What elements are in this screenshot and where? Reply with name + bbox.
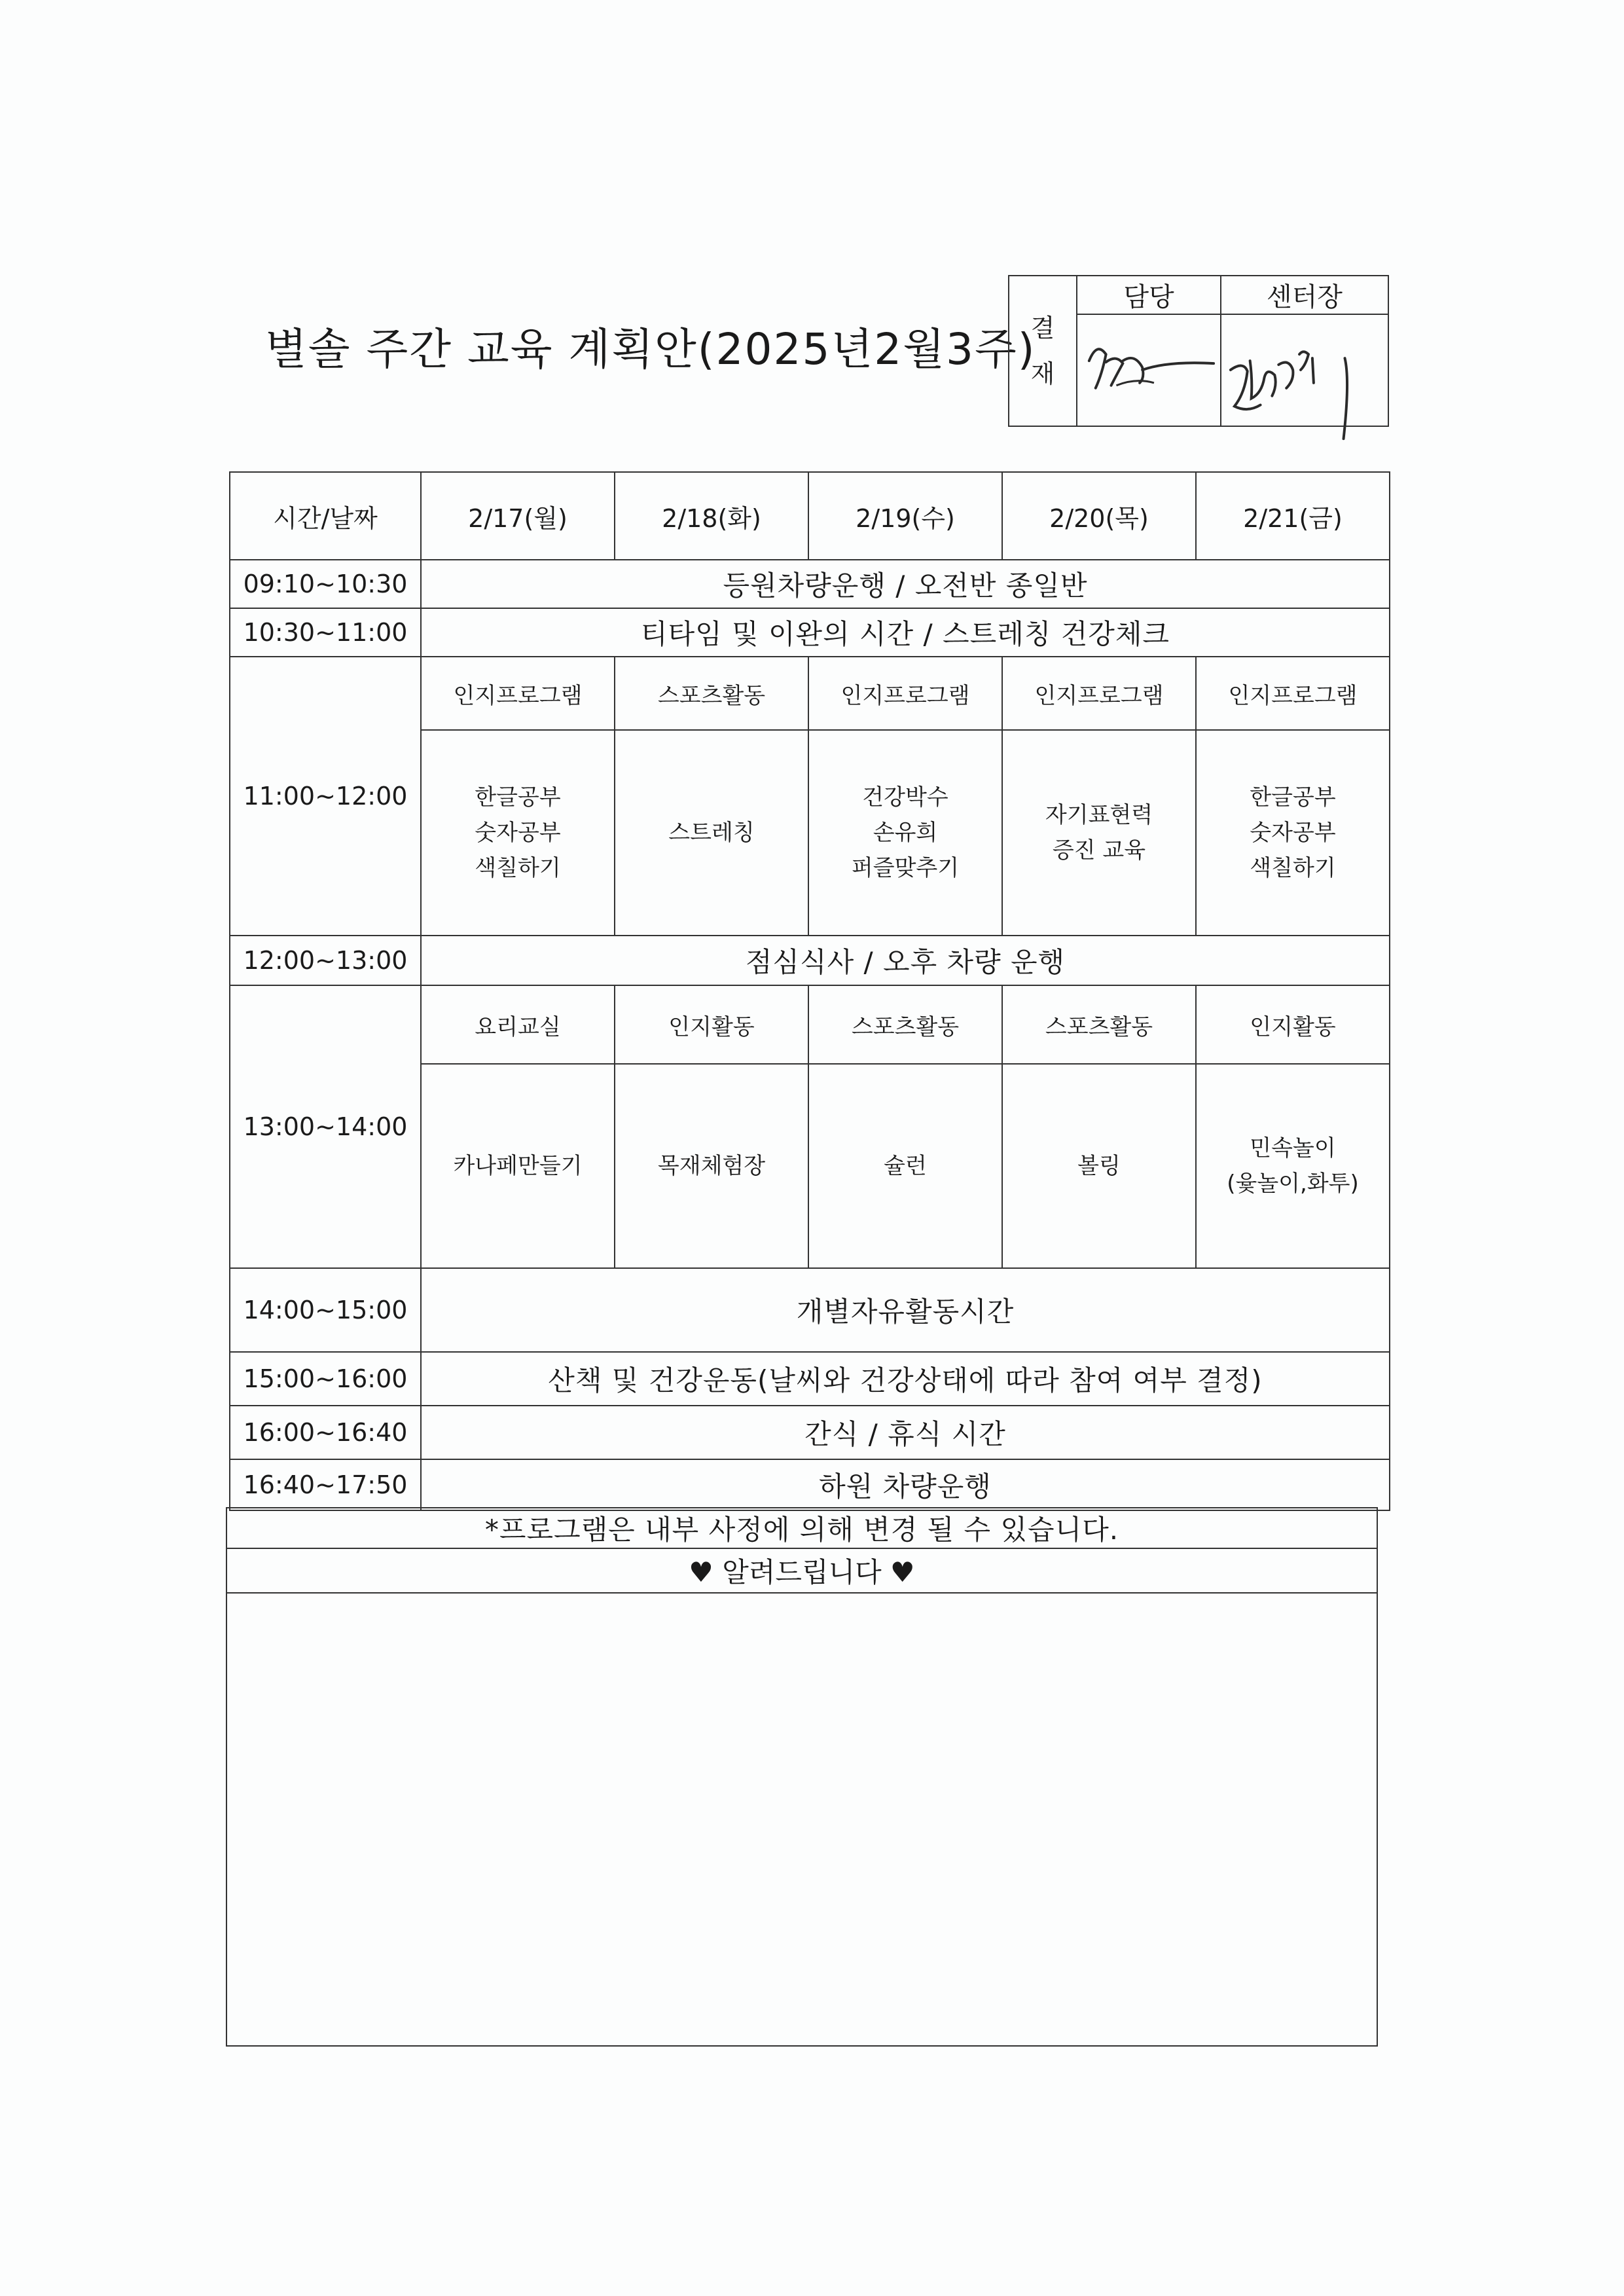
time-cell: 09:10~10:30	[230, 560, 421, 608]
activity-line: 색칠하기	[1250, 855, 1336, 881]
activity-line: 스트레칭	[668, 820, 755, 846]
signature-director-mark	[1221, 315, 1388, 426]
activity-line: 자기표현력	[1045, 802, 1153, 828]
activity-merged: 티타임 및 이완의 시간 / 스트레칭 건강체크	[421, 608, 1390, 657]
activity-line: 목재체험장	[657, 1153, 766, 1179]
header-day-fri: 2/21(금)	[1196, 472, 1390, 560]
table-row	[230, 1268, 1390, 1352]
activity-cell	[421, 730, 615, 936]
activity-merged: 간식 / 휴식 시간	[421, 1406, 1390, 1459]
time-cell: 16:00~16:40	[230, 1406, 421, 1459]
activity-line: 한글공부	[1250, 784, 1336, 811]
activity-merged: 점심식사 / 오후 차량 운행	[421, 936, 1390, 985]
activity-line: 슐런	[884, 1153, 927, 1179]
activity-merged: 개별자유활동시간	[421, 1268, 1390, 1352]
table-row	[230, 608, 1390, 657]
table-row	[230, 560, 1390, 608]
approval-col-staff: 담당	[1077, 276, 1221, 314]
header-day-thu: 2/20(목)	[1002, 472, 1196, 560]
page-title: 별솔 주간 교육 계획안(2025년2월3주)	[265, 324, 1036, 374]
time-cell: 11:00~12:00	[230, 657, 421, 936]
activity-merged: 등원차량운행 / 오전반 종일반	[421, 560, 1390, 608]
header-day-tue: 2/18(화)	[615, 472, 808, 560]
approval-label-line2: 재	[1030, 359, 1055, 388]
approval-label-line1: 결	[1030, 314, 1055, 342]
announcement-body	[226, 1593, 1377, 2046]
activity-cell	[1002, 730, 1196, 936]
table-row	[230, 1459, 1390, 1510]
activity-line: 색칠하기	[475, 855, 561, 881]
activity-cell	[808, 1064, 1002, 1268]
activity-cell	[1196, 1064, 1390, 1268]
activity-merged: 하원 차량운행	[421, 1459, 1390, 1510]
activity-cell	[615, 730, 808, 936]
time-cell: 13:00~14:00	[230, 985, 421, 1268]
signature-staff	[1077, 314, 1221, 426]
signature-director	[1221, 314, 1388, 426]
header-day-wed: 2/19(수)	[808, 472, 1002, 560]
table-header-row	[230, 472, 1390, 560]
activity-line: 손유희	[873, 820, 938, 846]
table-row	[230, 1406, 1390, 1459]
approval-col-director: 센터장	[1221, 276, 1388, 314]
category-cell: 인지활동	[1196, 985, 1390, 1064]
category-cell: 인지활동	[615, 985, 808, 1064]
change-notice: *프로그램은 내부 사정에 의해 변경 될 수 있습니다.	[226, 1508, 1377, 1548]
time-cell: 15:00~16:00	[230, 1352, 421, 1406]
category-cell: 스포츠활동	[615, 657, 808, 730]
activity-line: 볼링	[1077, 1153, 1121, 1179]
activity-line: 증진 교육	[1052, 837, 1146, 864]
time-cell: 16:40~17:50	[230, 1459, 421, 1510]
activity-cell	[615, 1064, 808, 1268]
category-cell: 인지프로그램	[808, 657, 1002, 730]
time-cell: 10:30~11:00	[230, 608, 421, 657]
activity-cell	[808, 730, 1002, 936]
activity-line: 건강박수	[862, 784, 948, 811]
activity-cell	[1196, 730, 1390, 936]
category-cell: 인지프로그램	[1002, 657, 1196, 730]
approval-box	[1008, 275, 1389, 427]
header-day-mon: 2/17(월)	[421, 472, 615, 560]
activity-line: (윷놀이,화투)	[1227, 1171, 1359, 1197]
header-time: 시간/날짜	[230, 472, 421, 560]
announcement-heading: ♥ 알려드립니다 ♥	[226, 1548, 1377, 1593]
approval-label	[1009, 276, 1077, 426]
activity-cell	[421, 1064, 615, 1268]
time-cell: 12:00~13:00	[230, 936, 421, 985]
category-cell: 스포츠활동	[1002, 985, 1196, 1064]
notice-table	[226, 1507, 1378, 2047]
activity-line: 숫자공부	[475, 820, 561, 846]
category-cell: 인지프로그램	[1196, 657, 1390, 730]
activity-line: 숫자공부	[1250, 820, 1336, 846]
table-row	[230, 657, 1390, 730]
category-cell: 요리교실	[421, 985, 615, 1064]
activity-line: 퍼즐맞추기	[851, 855, 960, 881]
category-cell: 스포츠활동	[808, 985, 1002, 1064]
activity-line: 민속놀이	[1250, 1135, 1336, 1161]
time-cell: 14:00~15:00	[230, 1268, 421, 1352]
category-cell: 인지프로그램	[421, 657, 615, 730]
table-row	[230, 936, 1390, 985]
signature-staff-mark	[1077, 315, 1220, 426]
activity-line: 한글공부	[475, 784, 561, 811]
activity-cell	[1002, 1064, 1196, 1268]
schedule-table	[229, 471, 1390, 1511]
table-row	[230, 985, 1390, 1064]
activity-line: 카나페만들기	[453, 1153, 583, 1179]
table-row	[230, 1352, 1390, 1406]
activity-merged: 산책 및 건강운동(날씨와 건강상태에 따라 참여 여부 결정)	[421, 1352, 1390, 1406]
